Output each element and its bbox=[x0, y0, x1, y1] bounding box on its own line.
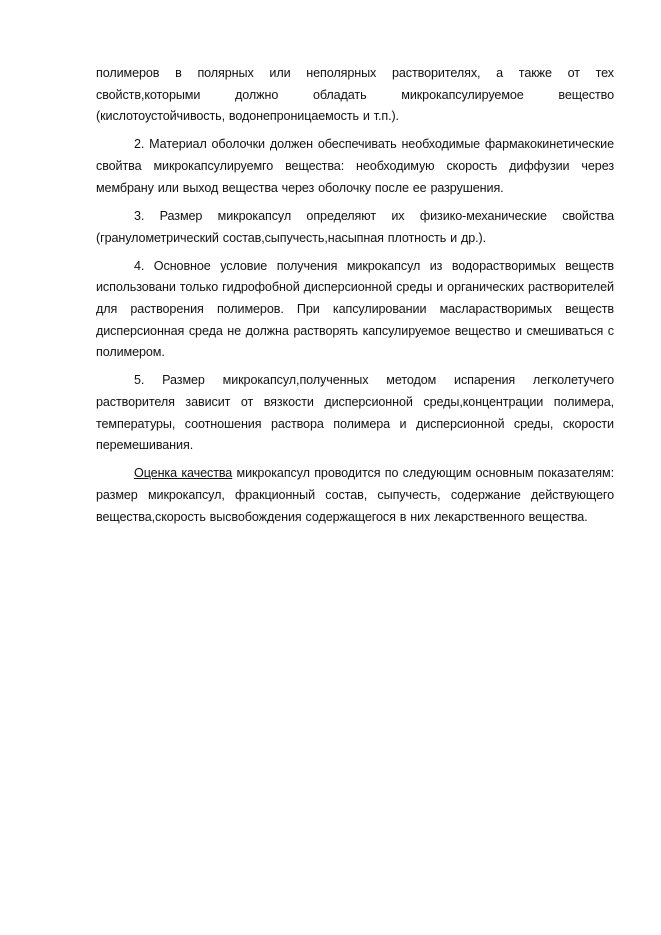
quality-assessment-text: микрокапсул проводится по следующим основным показателям: размер микрокапсул, фракционный состав, сыпучесть, содержание действующего вещества,скорость высвобождения содержащегося в них лекарственного вещества. bbox=[96, 466, 614, 524]
paragraph-quality-assessment bbox=[96, 463, 614, 528]
paragraph-item-3: 3. Размер микрокапсул определяют их физико-механические свойства (гранулометрический состав,сыпучесть,насыпная плотность и др.). bbox=[96, 208, 614, 245]
document-page bbox=[96, 63, 614, 535]
paragraph-continuation: полимеров в полярных или неполярных растворителях, а также от тех свойств,которыми должно обладать микрокапсулируемое вещество (кислотоустойчивость, водонепроницаемость и т.п.). bbox=[96, 66, 614, 124]
quality-assessment-heading: Оценка качества bbox=[134, 466, 233, 481]
paragraph-item-5: 5. Размер микрокапсул,полученных методом испарения легколетучего растворителя зависит от вязкости дисперсионной среды,концентрации полимера, температуры, соотношения раствора полимера и дисперсионной среды, скорости перемешивания. bbox=[96, 373, 614, 453]
paragraph-item-4: 4. Основное условие получения микрокапсул из водорастворимых веществ использовани только гидрофобной дисперсионной среды и органических растворителей для растворения полимеров. При капсулировании масларастворимых веществ дисперсионная среда не должна растворять капсулируемое вещество и смешиваться с полимером. bbox=[96, 258, 614, 360]
paragraph-item-2: 2. Материал оболочки должен обеспечивать необходимые фармакокинетические свойтва микрокапсулируемго вещества: необходимую скорость диффузии через мембрану или выход вещества через оболочку после ее разрушения. bbox=[96, 137, 614, 195]
